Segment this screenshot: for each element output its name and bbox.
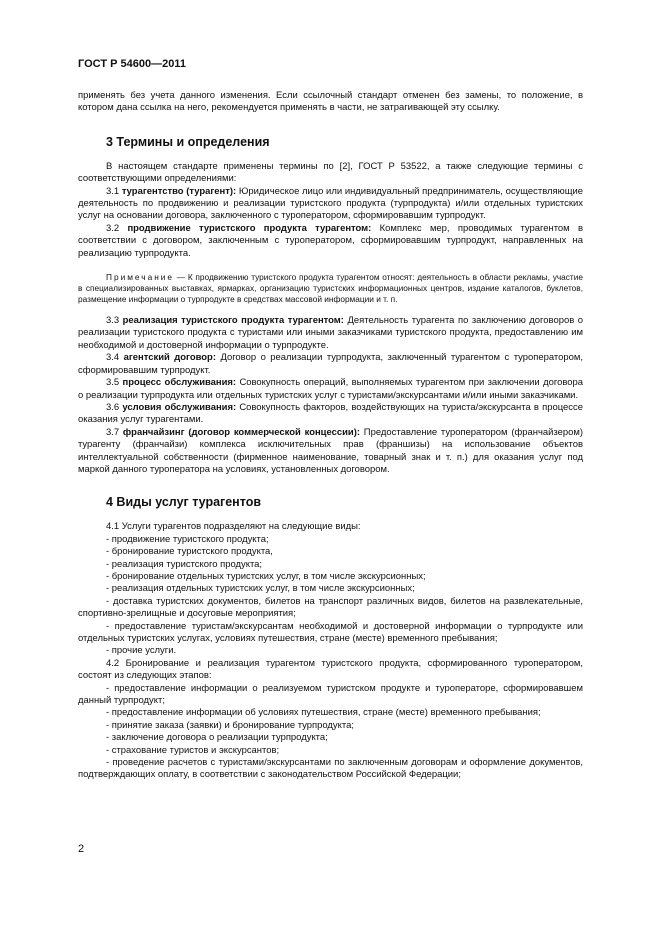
- document-header: ГОСТ Р 54600—2011: [78, 58, 186, 70]
- term-name: франчайзинг (договор коммерческой концессии):: [122, 426, 360, 438]
- note-text: — К продвижению туристского продукта турагентом относят: деятельность в области рекламы, участие в специализированных выставках, ярмарках, организацию туристских информационных центров, издание каталогов, буклетов, размещение информации о турпродукте в средствах массовой информации и т. п.: [78, 272, 583, 305]
- term-definition: Юридическое лицо или индивидуальный предприниматель, осуществляющие деятельность по продвижению и реализации туристского продукта (турпродукта) и/или отдельных туристских услуг на основании договора, заключенного с туроператором, сформировавшим турпродукт.: [78, 185, 583, 222]
- term-number: 3.7: [106, 426, 123, 438]
- list-item: - страхование туристов и экскурсантов;: [106, 744, 280, 756]
- term-definition: Совокупность операций, выполняемых турагентом при заключении договора о реализации турпродукта или отдельных туристских услуг с туристами/экскурсантами и/или иными заказчиками.: [78, 377, 583, 401]
- term-3-7: [78, 427, 583, 477]
- list-item: - доставка туристских документов, билетов на транспорт различных видов, билетов на развлекательные, спортивно-зрелищные и досуговые мероприятия;: [78, 595, 583, 620]
- term-definition: Договор о реализации турпродукта, заключенный турагентом с туроператором, сформировавшим турпродукт.: [78, 352, 583, 376]
- term-definition: Деятельность турагента по заключению договоров о реализации туристского продукта с туристами или иными заказчиками туристского продукта, предоставлению им необходимой и достоверной информации о турпродукте.: [78, 315, 583, 351]
- list-item: - реализация туристского продукта;: [106, 558, 263, 570]
- term-3-2: [78, 223, 583, 260]
- note-label: Примечание: [106, 272, 175, 283]
- section-3-lead: В настоящем стандарте применены термины по [2], ГОСТ Р 53522, а также следующие термины с соответствующими определениями:: [78, 160, 583, 185]
- term-definition: Комплекс мер, проводимых турагентом в соответствии с договором, заключенным с туроператором, сформировавшим турпродукт, направленных на реализацию турпродукта.: [78, 222, 583, 259]
- list-item: - предоставление информации о реализуемом туристском продукте и туроператоре, сформировавшем данный турпродукт;: [78, 682, 583, 707]
- page-number: 2: [78, 843, 85, 855]
- term-3-3: [78, 315, 583, 352]
- clause-4-2: 4.2 Бронирование и реализация турагентом туристского продукта, сформированного туроператором, состоят из следующих этапов:: [78, 657, 583, 682]
- list-item: - заключение договора о реализации турпродукта;: [106, 732, 328, 744]
- note: [78, 272, 583, 305]
- list-item: - проведение расчетов с туристами/экскурсантами по заключенным договорам и оформление документов, подтверждающих оплату, в соответствии с законодательством Российской Федерации;: [78, 757, 583, 781]
- term-name: турагентство (турагент):: [121, 185, 237, 197]
- term-name: условия обслуживания:: [122, 401, 237, 413]
- page-content: [78, 90, 583, 782]
- term-name: процесс обслуживания:: [122, 377, 237, 389]
- list-item: - бронирование туристского продукта,: [106, 546, 273, 558]
- section-3-heading: 3 Термины и определения: [106, 134, 270, 149]
- clause-4-1: 4.1 Услуги турагентов подразделяют на следующие виды:: [106, 521, 361, 533]
- term-number: 3.6: [106, 401, 123, 413]
- list-item: - прочие услуги.: [106, 645, 177, 657]
- section-4-heading: 4 Виды услуг турагентов: [106, 495, 262, 510]
- term-number: 3.4: [106, 352, 124, 364]
- term-name: реализация туристского продукта турагентом:: [122, 315, 344, 327]
- term-number: 3.5: [106, 377, 123, 389]
- term-definition: Предоставление туроператором (франчайзером) турагенту (франчайзи) комплекса исключительных прав (франшизы) на использование объектов интеллектуальной собственности (фирменное наименование, товарный знак и т. п.) для оказания услуг под маркой данного туроператора на условиях, установленных договором.: [78, 426, 583, 475]
- term-name: агентский договор:: [123, 352, 216, 364]
- term-definition: Совокупность факторов, воздействующих на туриста/экскурсанта в процессе оказания услуг турагентами.: [78, 401, 583, 426]
- list-item: - предоставление информации об условиях путешествия, стране (месте) временного пребывания;: [106, 707, 541, 719]
- list-item: - бронирование отдельных туристских услуг, в том числе экскурсионных;: [106, 570, 426, 582]
- term-3-4: [78, 352, 583, 377]
- intro-paragraph: применять без учета данного изменения. Если ссылочный стандарт отменен без замены, то положение, в котором дана ссылка на него, рекомендуется применять в части, не затрагивающей эту ссылку.: [78, 90, 583, 114]
- term-number: 3.2: [106, 222, 128, 234]
- term-name: продвижение туристского продукта турагентом:: [127, 222, 372, 234]
- term-3-6: [78, 402, 583, 427]
- term-number: 3.1: [106, 185, 122, 197]
- term-number: 3.3: [106, 315, 123, 327]
- list-item: - предоставление туристам/экскурсантам необходимой и достоверной информации о турпродукте или отдельных туристских услугах, условиях путешествия, стране (месте) временного пребывания;: [78, 620, 583, 644]
- term-3-5: [78, 377, 583, 402]
- list-item: - принятие заказа (заявки) и бронирование турпродукта;: [106, 719, 354, 731]
- term-3-1: [78, 186, 583, 223]
- list-item: - реализация отдельных туристских услуг, в том числе экскурсионных;: [106, 583, 415, 595]
- list-item: - продвижение туристского продукта;: [106, 533, 269, 545]
